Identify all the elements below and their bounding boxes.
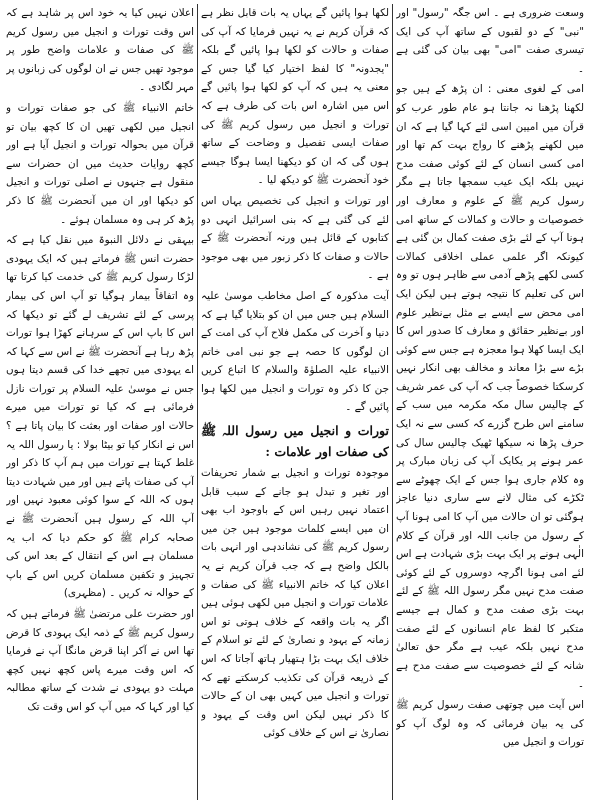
paragraph: موجودہ تورات و انجیل بے شمار تحریفات اور تغیر و تبدل ہو جانے کے سبب قابل اعتماد نہیں رہیں اس کے باوجود اب بھی ان میں ایسے کلمات موجود ہیں جن میں رسول کریم ﷺ کی نشاندہی اور انہی بات بالکل واضح ہے کہ جب قرآن کریم نے یہ اعلان کیا کہ خاتم الانبیاء ﷺ کی صفات و علامات تورات و انجیل میں لکھی ہوئی ہیں اگر یہ بات واقعہ کے خلاف ہوتی تو اس زمانہ کے یہود و نصاریٰ کے لئے تو اسلام کے خلاف ایک بہت بڑا ہتھیار ہاتھ آجاتا کہ اس کے ذریعہ قرآن کی تکذیب کرسکتے تھے کہ تورات و انجیل میں کہیں بھی ان کے حالات کا ذکر نہیں لیکن اس وقت کے یہود و نصاریٰ نے اس کے خلاف کوئی bbox=[201, 467, 389, 740]
paragraph: خاتم الانبیاء ﷺ کی جو صفات تورات و انجیل میں لکھی تھیں ان کا کچھ بیان تو قرآن میں بحوالہ تورات و انجیل آیا ہے اور کچھ روایات حدیث میں ان حضرات سے منقول ہے جنہوں نے اصلی تورات و انجیل کو دیکھا اور ان میں آنحضرت ﷺ کا ذکر پڑھ کر ہی وہ مسلمان ہوئے ۔ bbox=[6, 101, 194, 226]
paragraph: اعلان نہیں کیا یہ خود اس پر شاہد ہے کہ اس وقت تورات و انجیل میں رسول کریم ﷺ کی صفات و علامات واضح طور پر موجود تھیں جس نے ان لوگوں کی زبانوں پر مہر لگادی ۔ bbox=[6, 7, 194, 94]
paragraph: اور تورات و انجیل کی تخصیص یہاں اس لئے کی گئی ہے کہ بنی اسرائیل انہی دو کتابوں کے قائل ہیں ورنہ آنحضرت ﷺ کے حالات و صفات کا ذکر زبور میں بھی موجود ہے ۔ bbox=[201, 194, 389, 282]
column-divider bbox=[392, 4, 393, 800]
paragraph: امی کے لغوی معنی : ان پڑھ کے ہیں جو لکھنا پڑھنا نہ جانتا ہو عام طور عرب کو قرآن میں امیین اسی لئے کہا گیا ہے کہ ان میں لکھنے پڑھنے کا رواج بہت کم تھا اور امی کسی انسان کے لئے کوئی صفت مدح نہیں بلکہ ایک عیب سمجھا جاتا ہے مگر رسول کریم ﷺ کے علوم و معارف اور خصوصیات و حالات و کمالات کے ساتھ امی ہونا آپ کے لئے بڑی صفت کمال بن گئی ہے کیونکہ اگر علمی عملی اخلاقی کمالات کسی لکھے پڑھے آدمی سے ظاہر ہوں تو وہ اس کی تعلیم کا نتیجہ ہوتے ہیں لیکن ایک امی محض سے ایسے بے مثل بےنظیر علوم اور بےنظیر حقائق و معارف کا صدور اس کا ایک ایسا کھلا ہوا معجزہ ہے جس سے کوئی بڑے سے بڑا معاند و مخالف بھی انکار نہیں کرسکتا خصوصاً جب کہ آپ کی عمر شریف کے چالیس سال مکہ مکرمہ میں سب کے سامنے اس طرح گزرے کہ کسی سے نہ ایک حرف پڑھا نہ سیکھا ٹھیک چالیس سال کی عمر ہونے پر یکایک آپ کی زبان مبارک پر وہ کلام جاری ہوا جس کے ایک چھوٹے سے ٹکڑے کی مثال لانے سے ساری دنیا عاجز ہوگئی تو ان حالات میں آپ کا امی ہونا آپ کے رسول من جانب اللہ اور قرآن کے کلام الٰہی ہونے پر ایک بہت بڑی شہادت ہے اس لئے امی ہونا اگرچہ دوسروں کے لئے کوئی صفت مدح نہیں مگر رسول اللہ ﷺ کے لئے بہت بڑی صفت مدح و کمال ہے جیسے متکبر کا لفظ عام انسانوں کے لئے صفت مدح نہیں بلکہ عیب ہے مگر حق تعالیٰ شانہ کے لئے خصوصیت سے صفت مدح ہے ۔ bbox=[396, 83, 584, 691]
paragraph: اس آیت میں چوتھی صفت رسول کریم ﷺ کی یہ بیان فرمائی کہ وہ لوگ آپ کو تورات و انجیل میں bbox=[396, 698, 584, 749]
paragraph: وسعت ضروری ہے ۔ اس جگہ "رسول" اور "نبی" کے دو لقبوں کے ساتھ آپ کی ایک تیسری صفت "امی" بھی بیان کی گئی ہے ۔ bbox=[396, 7, 584, 75]
column-divider bbox=[197, 4, 198, 800]
paragraph: آیت مذکورہ کے اصل مخاطب موسیٰ علیہ السلام ہیں جس میں ان کو بتلایا گیا ہے کہ دنیا و آخرت کی مکمل فلاح آپ کی امت کے ان لوگوں کا حصہ ہے جو نبی امی خاتم الانبیاء علیہ الصلوٰۃ والسلام کا اتباع کریں جن کا ذکر وہ تورات و انجیل میں لکھا ہوا پائیں گے ۔ bbox=[201, 289, 389, 414]
section-heading: تورات و انجیل میں رسول اللہ ﷺ کی صفات اور علامات : bbox=[201, 423, 389, 460]
text-column-right bbox=[396, 4, 584, 800]
paragraph: بیہقی نے دلائل النبوۃ میں نقل کیا ہے کہ حضرت انس ﷺ فرماتے ہیں کہ ایک یہودی لڑکا رسول کریم ﷺ کی خدمت کیا کرتا تھا وہ اتفاقاً بیمار ہوگیا تو آپ اس کی بیمار پرسی کے لئے تشریف لے گئے تو دیکھا کہ اس کا باپ اس کے سرہانے کھڑا ہوا تورات پڑھ رہا ہے آنحضرت ﷺ نے اس سے کہا کہ اے یہودی میں تجھے خدا کی قسم دیتا ہوں جس نے موسیٰ علیہ السلام پر تورات نازل فرمائی ہے کہ کیا تو تورات میں میرے حالات اور صفات اور بعثت کا بیان پاتا ہے ؟ اس نے انکار کیا تو بیٹا بولا : یا رسول اللہ یہ غلط کہتا ہے تورات میں ہم آپ کا ذکر اور آپ کی صفات پاتے ہیں اور میں شہادت دیتا ہوں کہ اللہ کے سوا کوئی معبود نہیں اور آپ اللہ کے رسول ہیں آنحضرت ﷺ نے صحابہ کرام ﷺ کو حکم دیا کہ اب یہ مسلمان ہے اس کے انتقال کے بعد اس کی تجہیز و تکفین مسلمان کریں اس کے باپ کے حوالہ نہ کریں ۔ (مظہری) bbox=[6, 234, 194, 600]
text-column-left bbox=[6, 4, 194, 800]
paragraph: لکھا ہوا پائیں گے یہاں یہ بات قابل نظر ہے کہ قرآن کریم نے یہ نہیں فرمایا کہ آپ کی صفات و حالات کو لکھا ہوا پائیں گے بلکہ "یجدونہ" کا لفظ اختیار کیا گیا جس کے معنی یہ ہیں کہ آپ کو لکھا ہوا پائیں گے اس میں اشارہ اس بات کی طرف ہے کہ تورات و انجیل میں رسول کریم ﷺ کی صفات ایسی تفصیل و وضاحت کے ساتھ ہوں گی کہ ان کو دیکھنا ایسا ہوگا جیسے خود آنحضرت ﷺ کو دیکھ لیا ۔ bbox=[201, 7, 389, 187]
paragraph: اور حضرت علی مرتضیٰ ﷺ فرماتے ہیں کہ رسول کریم ﷺ کے ذمہ ایک یہودی کا قرض تھا اس نے آکر اپنا قرض مانگا آپ نے فرمایا کہ اس وقت میرے پاس کچھ نہیں کچھ مہلت دو یہودی نے شدت کے ساتھ مطالبہ کیا اور کہا کہ میں آپ کو اس وقت تک bbox=[6, 608, 194, 713]
text-column-middle bbox=[201, 4, 389, 800]
